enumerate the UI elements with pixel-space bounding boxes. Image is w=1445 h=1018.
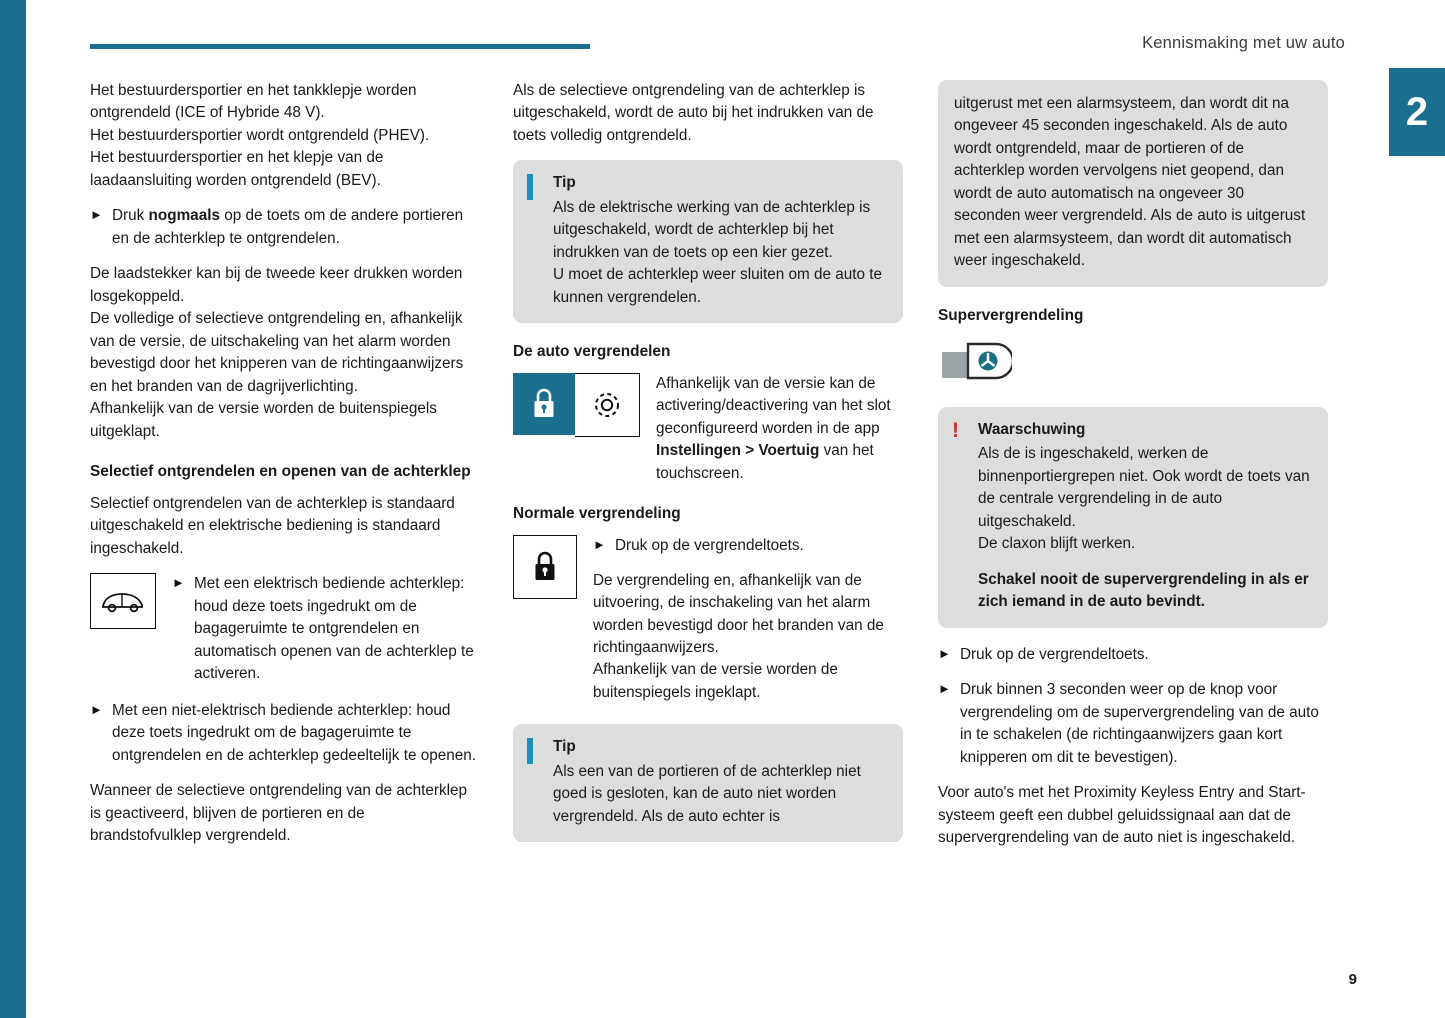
- column-one: [90, 80, 480, 861]
- key-fob-icon: [938, 338, 1328, 389]
- gear-icon: [575, 373, 640, 437]
- column-three: [938, 80, 1328, 863]
- paragraph: Voor auto's met het Proximity Keyless Entry and Start-systeem geeft een dubbel geluidssignaal aan dat de supervergrendeling van de auto niet is ingeschakeld.: [938, 784, 1306, 847]
- list-item-text: Druk op de vergrendeltoets.: [615, 537, 804, 555]
- chapter-tab: 2: [1389, 68, 1445, 156]
- warning-icon: !: [952, 419, 959, 442]
- list-item-text: Druk op de vergrendeltoets.: [960, 645, 1149, 663]
- arrow-bullet-icon: ►: [90, 207, 103, 223]
- paragraph: Selectief ontgrendelen van de achterklep is standaard uitgeschakeld en elektrische bediening is standaard ingeschakeld.: [90, 494, 455, 557]
- icon-paragraph-text: [656, 373, 903, 485]
- arrow-bullet-icon: ►: [172, 575, 185, 591]
- lock-and-gear-icons: [513, 373, 640, 437]
- section-heading: De auto vergrendelen: [513, 343, 671, 361]
- arrow-bullet-icon: ►: [938, 645, 951, 661]
- tip-body: [527, 197, 889, 309]
- key-fob-icon-glyph: [938, 338, 1012, 382]
- header-rule: [90, 44, 590, 49]
- page-edge-bar: [0, 0, 26, 1018]
- paragraph: De vergrendeling en, afhankelijk van de uitvoering, de inschakeling van het alarm worden bevestigd door het branden van de richtingaanwijzers.: [593, 571, 884, 656]
- paragraph: Wanneer de selectieve ontgrendeling van de achterklep is geactiveerd, blijven de portieren en de brandstofvulklep vergrendeld.: [90, 782, 467, 845]
- lock-icon: [513, 535, 577, 599]
- list-item: [90, 205, 480, 250]
- gear-icon-glyph: [588, 386, 626, 424]
- list-item: [90, 700, 480, 767]
- paragraph: De laadstekker kan bij de tweede keer drukken worden losgekoppeld.: [90, 265, 463, 305]
- paragraph: Als de is ingeschakeld, werken de binnenportiergrepen niet. Ook wordt de toets van de centrale vergrendeling in de auto uitgeschakeld.: [978, 445, 1310, 530]
- bullet-text-pre: Druk: [112, 207, 149, 225]
- paragraph: Het bestuurdersportier wordt ontgrendeld (PHEV).: [90, 126, 430, 144]
- arrow-bullet-icon: ►: [593, 537, 606, 553]
- lock-icon-glyph: [532, 549, 558, 585]
- paragraph: U moet de achterklep weer sluiten om de auto te kunnen vergrendelen.: [553, 266, 883, 306]
- section-heading: Selectief ontgrendelen en openen van de achterklep: [90, 463, 471, 481]
- column-two: [513, 80, 903, 858]
- icon-paragraph: [513, 373, 903, 485]
- paragraph: Het bestuurdersportier en het tankklepje worden ontgrendeld (ICE of Hybride 48 V).: [90, 82, 417, 122]
- section-heading: Normale vergrendeling: [513, 505, 681, 523]
- lock-icon: [513, 373, 575, 435]
- paragraph: Als de selectieve ontgrendeling van de achterklep is uitgeschakeld, wordt de auto bij het indrukken van de toets volledig ontgrendeld.: [513, 82, 874, 144]
- paragraph: Afhankelijk van de versie worden de buitenspiegels ingeklapt.: [593, 661, 838, 701]
- tailgate-icon-glyph: [100, 588, 146, 614]
- arrow-bullet-icon: ►: [938, 681, 951, 697]
- lock-text-bold: Instellingen > Voertuig: [656, 442, 820, 460]
- paragraph: Als de elektrische werking van de achterklep is uitgeschakeld, wordt de achterklep bij het indrukken van de toets op een kier gezet.: [553, 198, 871, 261]
- tip-title: Tip: [553, 174, 576, 192]
- tip-title: Tip: [553, 738, 576, 756]
- lock-text-pre: Afhankelijk van de versie kan de activering/deactivering van het slot geconfigureerd worden in de app: [656, 375, 891, 437]
- list-item-text: [112, 205, 480, 250]
- paragraph: uitgerust met een alarmsysteem, dan wordt dit na ongeveer 45 seconden ingeschakeld. Als de auto wordt ontgrendeld, maar de portieren of de achterklep worden vervolgens niet geopend, dan wordt de auto automatisch na ongeveer 30 seconden weer vergrendeld. Als de auto is uitgerust met een alarmsysteem, dan wordt dit automatisch weer ingeschakeld.: [954, 95, 1306, 270]
- icon-paragraph: [90, 573, 480, 685]
- arrow-bullet-icon: ►: [90, 701, 103, 717]
- paragraph: Het bestuurdersportier en het klepje van de laadaansluiting worden ontgrendeld (BEV).: [90, 149, 384, 189]
- icon-paragraph: [513, 535, 903, 704]
- icon-paragraph-text: [172, 573, 480, 685]
- list-item: [938, 679, 1328, 769]
- info-icon: [527, 738, 533, 764]
- warning-body: [952, 443, 1314, 613]
- warning-title: Waarschuwing: [978, 421, 1086, 438]
- list-item-text: Druk binnen 3 seconden weer op de knop voor vergrendeling om de supervergrendeling van de auto in te schakelen (de richtingaanwijzers gaan kort knipperen om dit te bevestigen).: [960, 681, 1319, 766]
- paragraph: De claxon blijft werken.: [978, 535, 1136, 553]
- lock-icon-glyph: [531, 387, 557, 421]
- icon-paragraph-text: [593, 535, 903, 704]
- paragraph: De volledige of selectieve ontgrendeling en, afhankelijk van de versie, de uitschakeling van het alarm worden bevestigd door het knipperen van de richtingaanwijzers en het branden van de dagrijverlichting.: [90, 310, 464, 395]
- continuation-box: [938, 80, 1328, 287]
- list-item-text: Met een elektrisch bediende achterklep: houd deze toets ingedrukt om de bagageruimte te ontgrendelen en automatisch openen van de achterklep te activeren.: [194, 575, 474, 683]
- tip-box: [513, 724, 903, 842]
- bullet-text-post: op de toets om de andere portieren en de achterklep te ontgrendelen.: [112, 207, 464, 247]
- section-heading: Supervergrendeling: [938, 306, 1084, 324]
- warning-box: [938, 407, 1328, 628]
- page-number: 9: [1348, 971, 1357, 988]
- info-icon: [527, 174, 533, 200]
- bullet-text-bold: nogmaals: [148, 207, 220, 225]
- list-item: [938, 644, 1328, 666]
- page-header-title: Kennismaking met uw auto: [1142, 34, 1345, 52]
- tailgate-icon: [90, 573, 156, 629]
- paragraph: Afhankelijk van de versie worden de buitenspiegels uitgeklapt.: [90, 400, 437, 440]
- paragraph: Als een van de portieren of de achterklep niet goed is gesloten, kan de auto niet worden vergrendeld. Als de auto echter is: [553, 762, 861, 825]
- tip-box: [513, 160, 903, 323]
- tip-body: [527, 761, 889, 828]
- lock-text-post: van het touchscreen.: [656, 442, 874, 482]
- list-item-text: Met een niet-elektrisch bediende achterklep: houd deze toets ingedrukt om de bagageruimte te ontgrendelen en de achterklep gedeeltelijk te openen.: [112, 701, 477, 764]
- warning-bold-text: Schakel nooit de supervergrendeling in als er zich iemand in de auto bevindt.: [978, 570, 1309, 611]
